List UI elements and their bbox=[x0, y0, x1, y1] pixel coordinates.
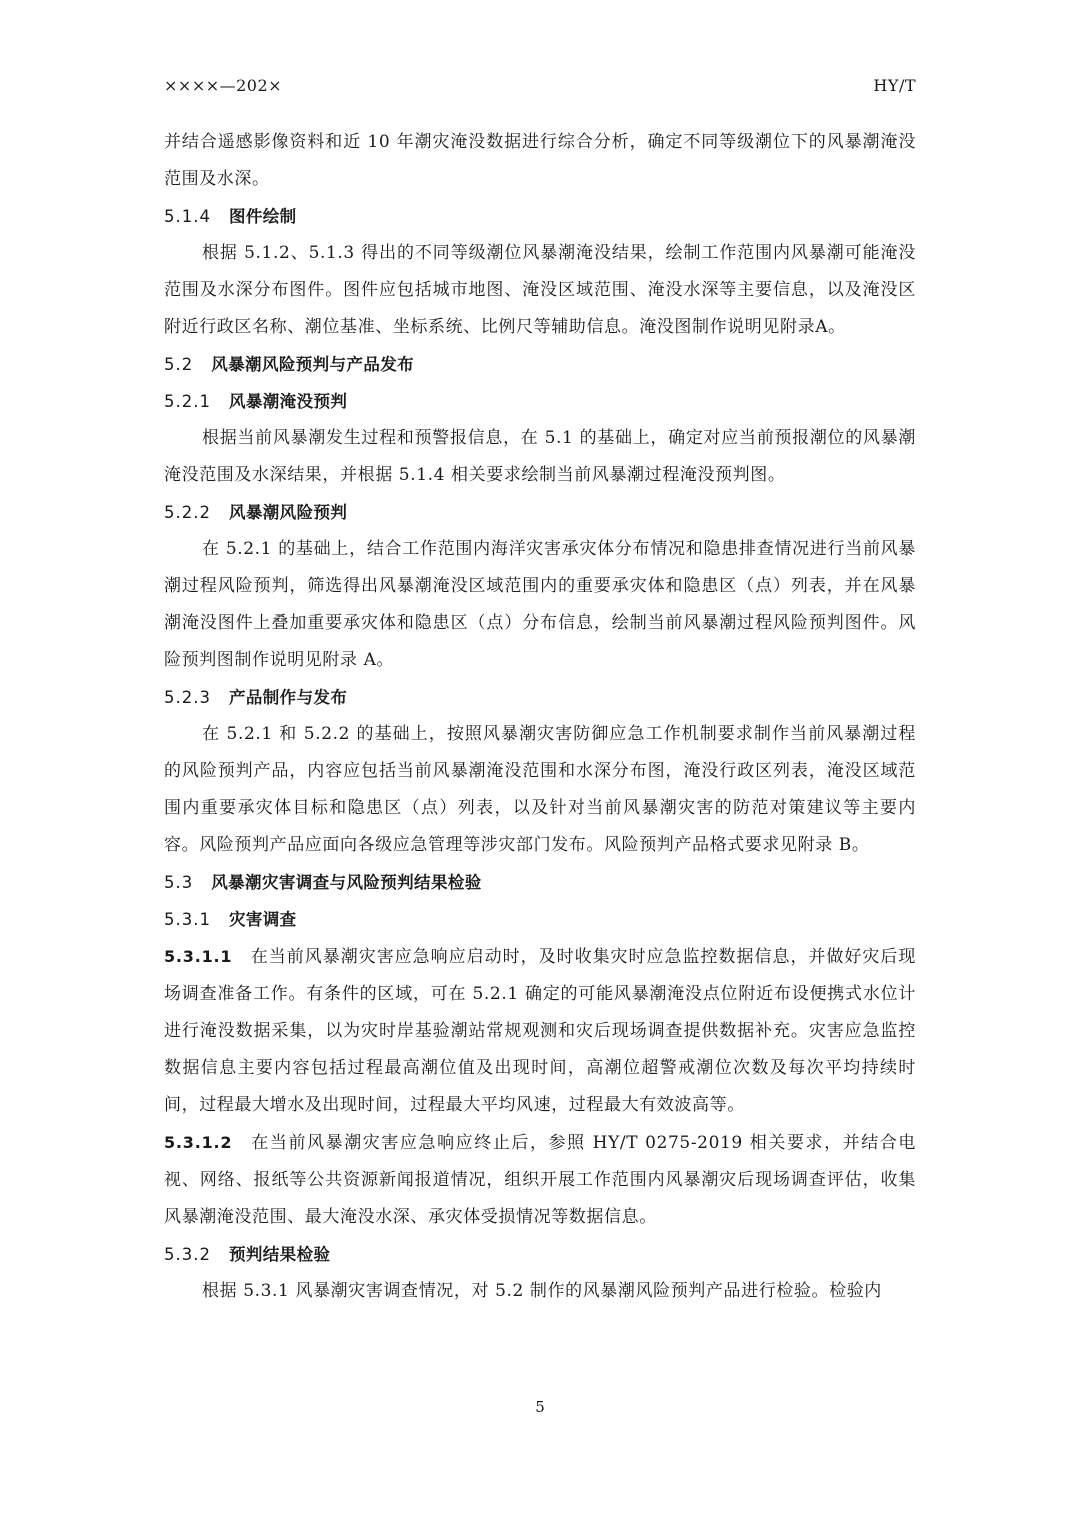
heading-number: 5.2.1 bbox=[164, 392, 211, 411]
clause-number: 5.3.1.1 bbox=[164, 947, 233, 966]
heading-title: 风暴潮风险预判与产品发布 bbox=[211, 355, 415, 374]
heading-title: 风暴潮灾害调查与风险预判结果检验 bbox=[211, 873, 482, 892]
document-body bbox=[164, 124, 916, 1310]
paragraph: 在 5.2.1 和 5.2.2 的基础上，按照风暴潮灾害防御应急工作机制要求制作当前风暴潮过程的风险预判产品，内容应包括当前风暴潮淹没范围和水深分布图，淹没行政区列表，淹没区域范围内重要承灾体目标和隐患区（点）列表，以及针对当前风暴潮灾害的防范对策建议等主要内容。风险预判产品应面向各级应急管理等涉灾部门发布。风险预判产品格式要求见附录 B。 bbox=[164, 724, 916, 855]
heading-number: 5.1.4 bbox=[164, 207, 211, 226]
heading-title: 风暴潮淹没预判 bbox=[228, 392, 348, 411]
paragraph-continuation: 并结合遥感影像资料和近 10 年潮灾淹没数据进行综合分析，确定不同等级潮位下的风暴潮淹没范围及水深。 bbox=[164, 132, 916, 189]
standard-number: ××××—202× bbox=[164, 76, 283, 95]
heading-number: 5.2.3 bbox=[164, 688, 211, 707]
paragraph: 在 5.2.1 的基础上，结合工作范围内海洋灾害承灾体分布情况和隐患排查情况进行当前风暴潮过程风险预判，筛选得出风暴潮淹没区域范围内的重要承灾体和隐患区（点）列表，并在风暴潮淹没图件上叠加重要承灾体和隐患区（点）分布信息，绘制当前风暴潮过程风险预判图件。风险预判图制作说明见附录 A。 bbox=[164, 539, 916, 670]
heading-5-2-2 bbox=[164, 494, 916, 531]
heading-5-3-1 bbox=[164, 901, 916, 938]
clause-5-3-1-1 bbox=[164, 938, 916, 1124]
page-header bbox=[164, 76, 916, 102]
heading-title: 产品制作与发布 bbox=[228, 688, 348, 707]
paragraph: 根据 5.1.2、5.1.3 得出的不同等级潮位风暴潮淹没结果，绘制工作范围内风暴潮可能淹没范围及水深分布图件。图件应包括城市地图、淹没区域范围、淹没水深等主要信息，以及淹没区附近行政区名称、潮位基准、坐标系统、比例尺等辅助信息。淹没图制作说明见附录A。 bbox=[164, 243, 916, 337]
clause-5-3-1-2 bbox=[164, 1124, 916, 1236]
heading-5-2-1 bbox=[164, 383, 916, 420]
clause-number: 5.3.1.2 bbox=[164, 1133, 233, 1152]
clause-text: 在当前风暴潮灾害应急响应终止后，参照 HY/T 0275-2019 相关要求，并结合电视、网络、报纸等公共资源新闻报道情况，组织开展工作范围内风暴潮灾后现场调查评估，收集风暴潮淹没范围、最大淹没水深、承灾体受损情况等数据信息。 bbox=[164, 1133, 916, 1227]
paragraph: 根据当前风暴潮发生过程和预警报信息，在 5.1 的基础上，确定对应当前预报潮位的风暴潮淹没范围及水深结果，并根据 5.1.4 相关要求绘制当前风暴潮过程淹没预判图。 bbox=[164, 428, 916, 485]
heading-title: 灾害调查 bbox=[228, 910, 297, 929]
heading-5-2-3 bbox=[164, 679, 916, 716]
page-number: 5 bbox=[535, 1398, 545, 1416]
heading-5-3-2 bbox=[164, 1236, 916, 1273]
heading-number: 5.2 bbox=[164, 355, 194, 374]
heading-number: 5.2.2 bbox=[164, 503, 211, 522]
paragraph: 根据 5.3.1 风暴潮灾害调查情况，对 5.2 制作的风暴潮风险预判产品进行检验。检验内 bbox=[202, 1281, 882, 1301]
heading-number: 5.3.2 bbox=[164, 1245, 211, 1264]
heading-5-2 bbox=[164, 346, 916, 383]
standard-code: HY/T bbox=[873, 76, 916, 95]
heading-5-1-4 bbox=[164, 198, 916, 235]
heading-title: 图件绘制 bbox=[228, 207, 297, 226]
heading-5-3 bbox=[164, 864, 916, 901]
clause-text: 在当前风暴潮灾害应急响应启动时，及时收集灾时应急监控数据信息，并做好灾后现场调查准备工作。有条件的区域，可在 5.2.1 确定的可能风暴潮淹没点位附近布设便携式水位计进行淹没数据采集，以为灾时岸基验潮站常规观测和灾后现场调查提供数据补充。灾害应急监控数据信息主要内容包括过程最高潮位值及出现时间，高潮位超警戒潮位次数及每次平均持续时间，过程最大增水及出现时间，过程最大平均风速，过程最大有效波高等。 bbox=[164, 947, 916, 1115]
heading-title: 风暴潮风险预判 bbox=[228, 503, 348, 522]
heading-number: 5.3.1 bbox=[164, 910, 211, 929]
heading-number: 5.3 bbox=[164, 873, 194, 892]
heading-title: 预判结果检验 bbox=[228, 1245, 331, 1264]
